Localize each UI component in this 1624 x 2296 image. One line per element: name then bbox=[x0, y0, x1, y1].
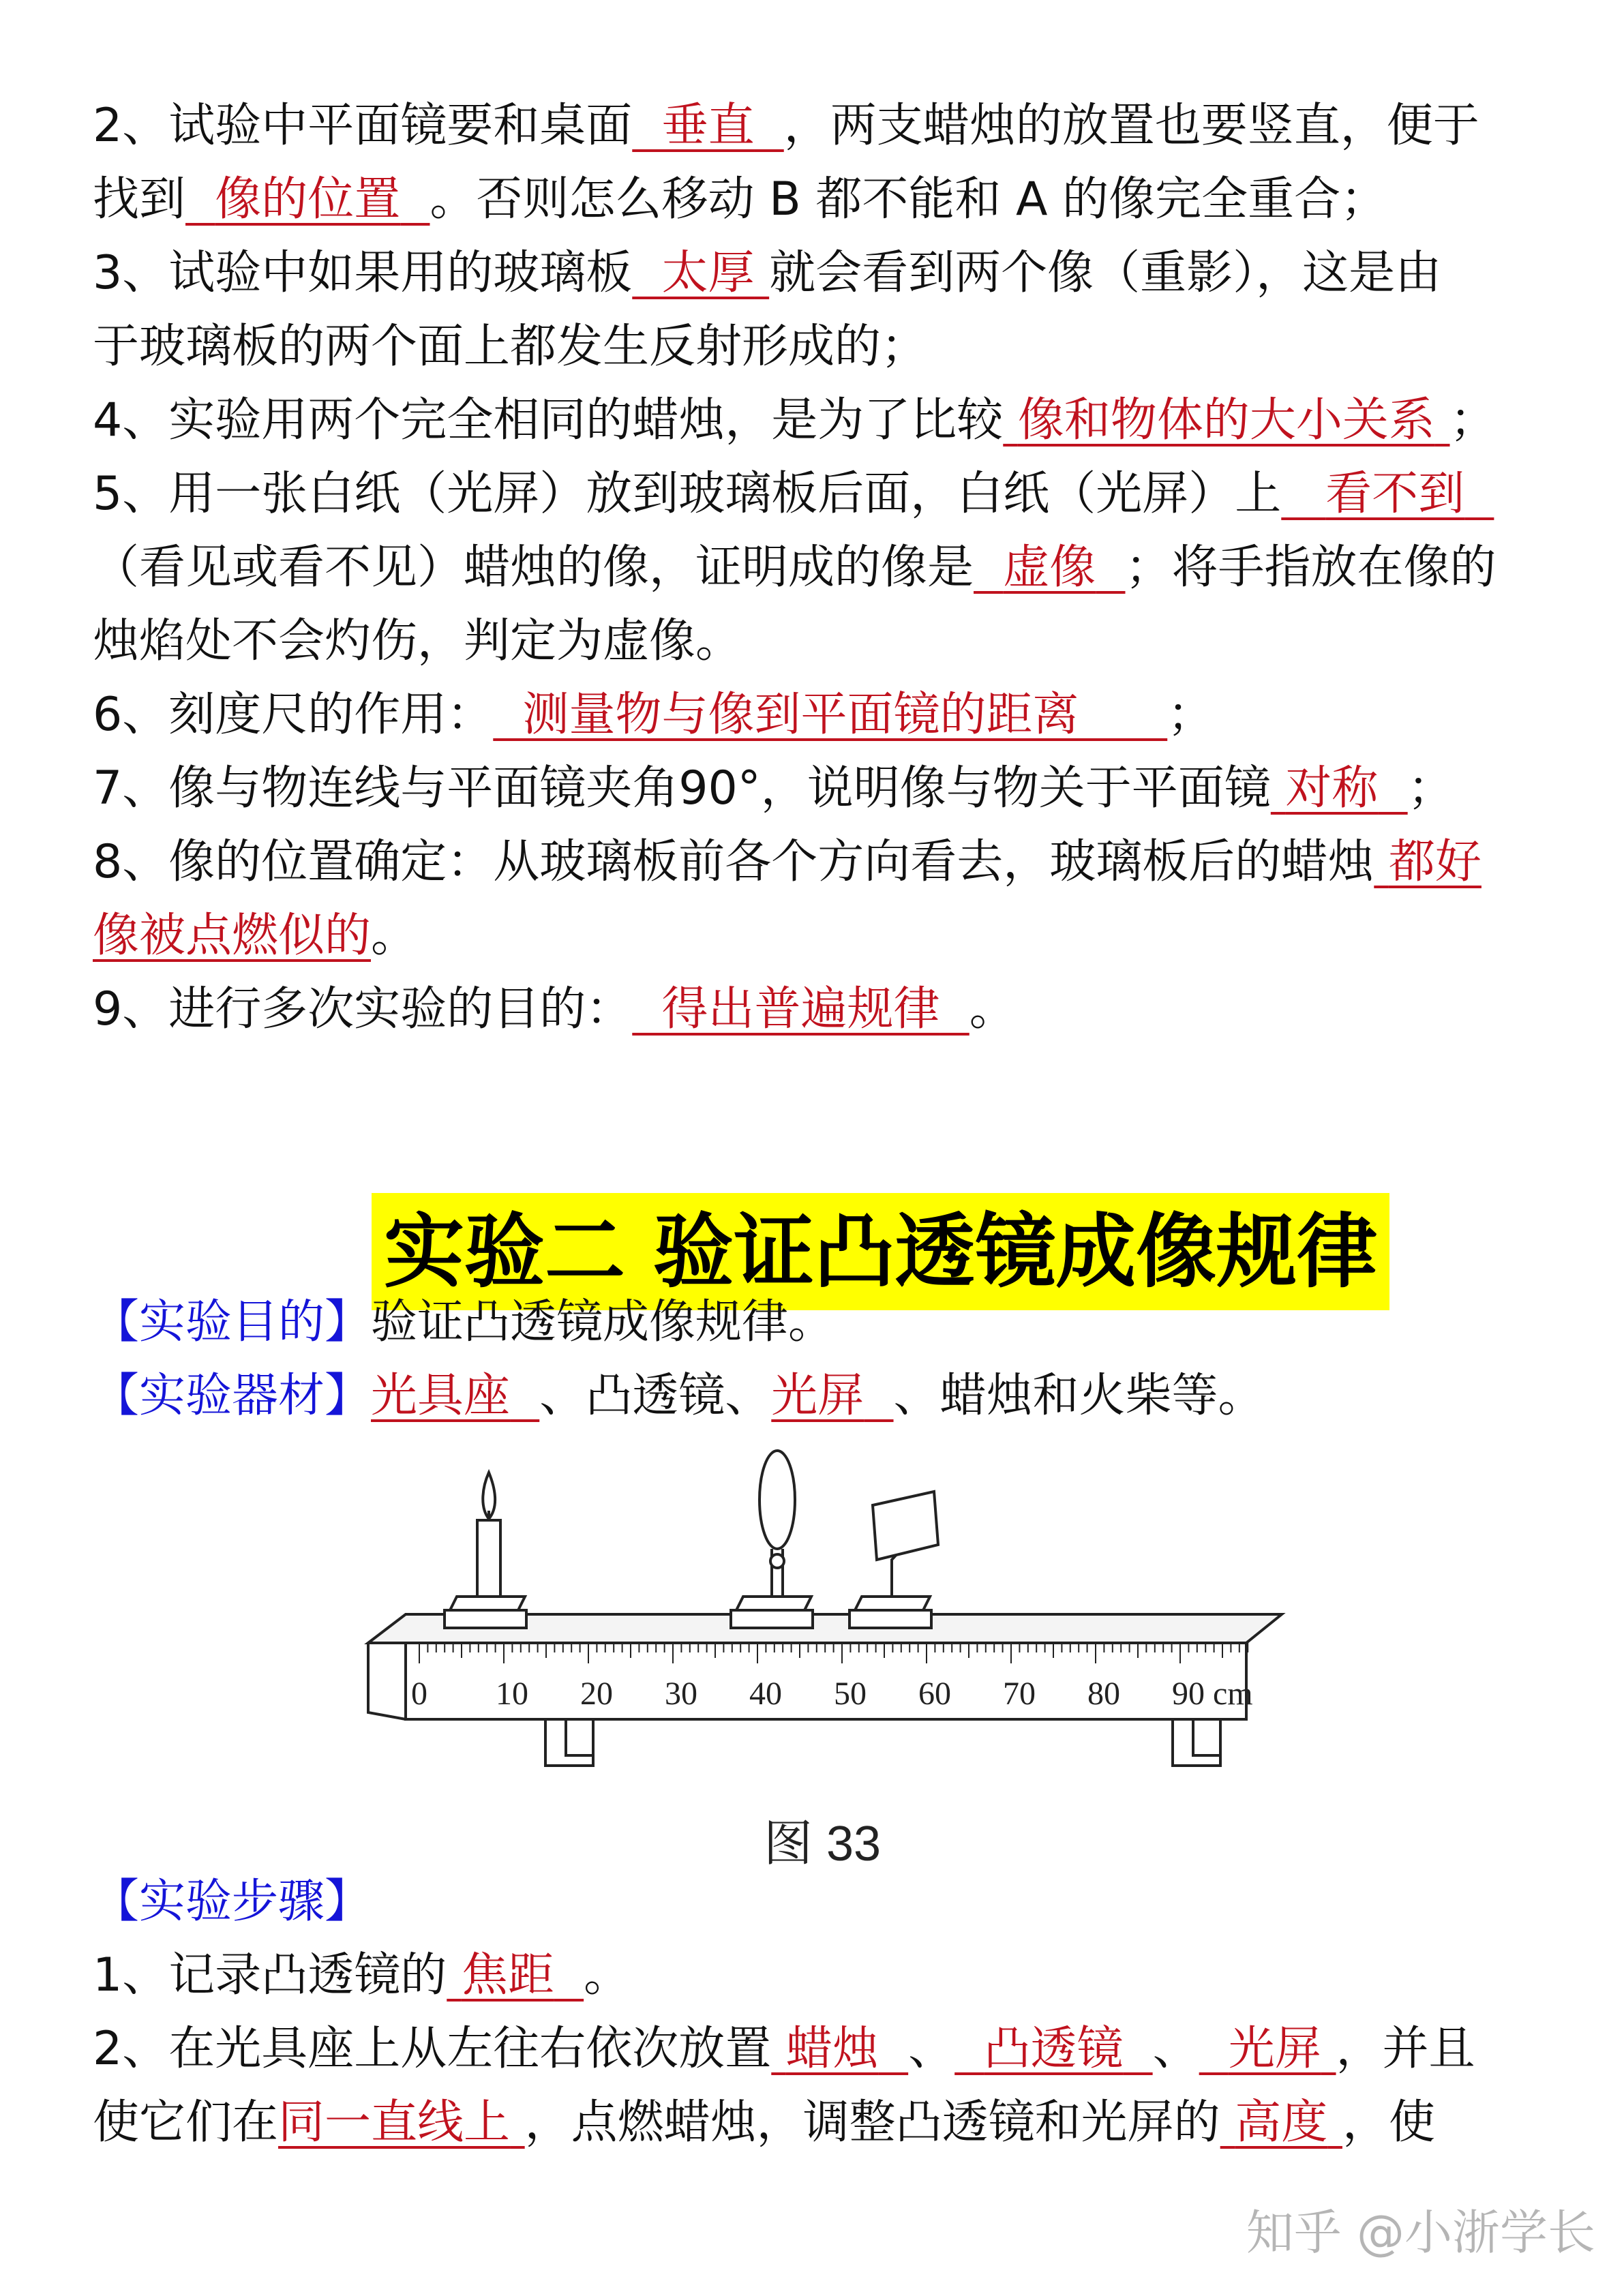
answer-blank: 太厚 bbox=[661, 246, 755, 300]
candle bbox=[477, 1520, 500, 1597]
answer-blank: 凸透镜 bbox=[984, 2022, 1124, 2076]
step-2-line-1: 2、在光具座上从左往右依次放置 蜡烛 、 凸透镜 、 光屏 ，并且 bbox=[93, 2022, 1475, 2076]
figure-caption: 图 33 bbox=[764, 1817, 882, 1871]
item-9-line: 9、进行多次实验的目的： 得出普遍规律 。 bbox=[93, 982, 1016, 1036]
ruler-tick-label: 70 bbox=[1003, 1676, 1036, 1712]
item-2-line-1: 2、试验中平面镜要和桌面 垂直 ，两支蜡烛的放置也要竖直，便于 bbox=[93, 99, 1479, 153]
ruler-tick-label: 10 bbox=[496, 1676, 528, 1712]
purpose-line: 【实验目的】验证凸透镜成像规律。 bbox=[93, 1295, 835, 1349]
steps-label: 【实验步骤】 bbox=[93, 1875, 372, 1929]
answer-blank: 对称 bbox=[1285, 761, 1379, 815]
item-3-line-2: 于玻璃板的两个面上都发生反射形成的； bbox=[93, 320, 928, 374]
item-7-line: 7、像与物连线与平面镜夹角90°，说明像与物关于平面镜 对称 ； bbox=[93, 761, 1454, 815]
answer-blank: 蜡烛 bbox=[785, 2022, 879, 2076]
materials-label: 【实验器材】 bbox=[93, 1369, 372, 1423]
answer-blank: 测量物与像到平面镜的距离 bbox=[522, 688, 1079, 742]
bench-leg-left bbox=[545, 1719, 593, 1766]
ruler-tick-label: 30 bbox=[665, 1676, 697, 1712]
ruler-tick-label: 80 bbox=[1087, 1676, 1120, 1712]
item-5-line-1: 5、用一张白纸（光屏）放到玻璃板后面，白纸（光屏）上 看不到 bbox=[93, 464, 1494, 525]
answer-blank: 像的位置 bbox=[215, 172, 401, 226]
step-1-line: 1、记录凸透镜的 焦距 。 bbox=[93, 1948, 631, 2002]
ruler-tick-label: 40 bbox=[749, 1676, 782, 1712]
item-3-line-1: 3、试验中如果用的玻璃板 太厚 就会看到两个像（重影），这是由 bbox=[93, 246, 1442, 300]
materials-line: 【实验器材】光具座 、凸透镜、光屏 、蜡烛和火柴等。 bbox=[93, 1369, 1265, 1423]
lens-holder bbox=[731, 1610, 813, 1628]
answer-blank: 虚像 bbox=[1003, 541, 1096, 594]
convex-lens bbox=[760, 1451, 795, 1549]
answer-blank: 像被点燃似的 bbox=[93, 909, 372, 963]
bench-front bbox=[406, 1643, 1246, 1719]
answer-blank: 都好 bbox=[1388, 835, 1482, 889]
answer-blank: 光具座 bbox=[371, 1369, 511, 1423]
ruler-tick-label: 20 bbox=[580, 1676, 613, 1712]
answer-blank: 光屏 bbox=[771, 1369, 864, 1423]
item-8-line-2: 像被点燃似的。 bbox=[93, 909, 418, 963]
answer-blank: 同一直线上 bbox=[278, 2096, 511, 2149]
answer-blank: 像和物体的大小关系 bbox=[1017, 393, 1435, 447]
ruler-tick-label: 90 cm bbox=[1172, 1676, 1253, 1712]
section-title: 实验二 验证凸透镜成像规律 bbox=[372, 1193, 1389, 1310]
answer-blank: 焦距 bbox=[461, 1948, 554, 2002]
step-2-line-2: 使它们在同一直线上 ，点燃蜡烛，调整凸透镜和光屏的 高度 ，使 bbox=[93, 2096, 1435, 2149]
answer-blank: 高度 bbox=[1235, 2096, 1328, 2149]
item-5-line-3: 烛焰处不会灼伤，判定为虚像。 bbox=[93, 614, 742, 668]
item-4-line: 4、实验用两个完全相同的蜡烛，是为了比较 像和物体的大小关系 ； bbox=[93, 393, 1497, 447]
screen-holder bbox=[849, 1610, 931, 1628]
item-5-line-2: （看见或看不见）蜡烛的像，证明成的像是 虚像 ；将手指放在像的 bbox=[93, 541, 1497, 594]
bench-leg-right bbox=[1173, 1719, 1220, 1766]
purpose-label: 【实验目的】 bbox=[93, 1295, 372, 1349]
answer-blank: 看不到 bbox=[1325, 467, 1465, 521]
item-8-line-1: 8、像的位置确定：从玻璃板前各个方向看去，玻璃板后的蜡烛 都好 bbox=[93, 835, 1482, 889]
watermark: 知乎 @小浙学长 bbox=[1246, 2205, 1595, 2261]
ruler-tick-label: 0 bbox=[411, 1676, 427, 1712]
ruler-tick-label: 50 bbox=[834, 1676, 867, 1712]
ruler-tick-label: 60 bbox=[918, 1676, 951, 1712]
item-2-line-2: 找到 像的位置 。否则怎么移动 B 都不能和 A 的像完全重合； bbox=[93, 172, 1387, 226]
bench-left-end bbox=[368, 1643, 406, 1719]
answer-blank: 光屏 bbox=[1228, 2022, 1321, 2076]
light-screen bbox=[873, 1492, 938, 1560]
answer-blank: 垂直 bbox=[661, 99, 755, 153]
item-6-line: 6、刻度尺的作用： 测量物与像到平面镜的距离 ； bbox=[93, 688, 1214, 742]
candle-holder bbox=[445, 1610, 526, 1628]
answer-blank: 得出普遍规律 bbox=[661, 982, 940, 1036]
